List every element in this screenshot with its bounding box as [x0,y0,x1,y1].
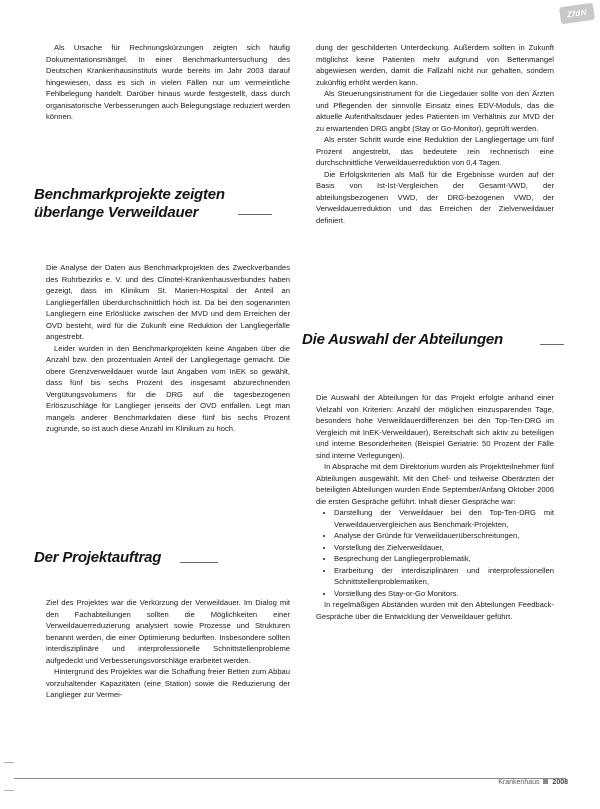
list-item: • Erarbeitung der interdisziplinären und interprofessionellen Schnittstellenproblematiken, [334,565,554,588]
right-column-bottom [316,392,554,622]
heading-rule [180,562,218,563]
paragraph: Als Steuerungsinstrument für die Liegedauer sollte von den Ärzten und Pflegenden der sinnvolle Einsatz eines EDV-Moduls, das die aktuelle Aufenthaltsdauer jedes Patienten im Verhältnis zur MVD der zu erwartenden DRG angibt (Stay or Go-Monitor), geprüft werden. [316,89,554,133]
paragraph: Als erster Schritt wurde eine Reduktion der Langliegertage um fünf Prozent angestrebt, das bedeutete rein rechnerisch eine durchschnittliche Verweildauerreduktion von 0,4 Tagen. [316,135,554,167]
paragraph: Ziel des Projektes war die Verkürzung der Verweildauer. Im Dialog mit den Fachabteilungen sollten die Möglichkeiten einer Verweildauerreduzierung analysiert sowie Prozesse und Strukturen benannt werden, die einer Optimierung bedurften. Insbesondere sollten interdisziplinäre und interprofessionelle Schnittstellenprobleme aufgedeckt und Verbesserungsvorschläge erarbeitet werden. [46,598,290,665]
heading-rule [540,344,564,345]
paragraph: Die Erfolgskriterien als Maß für die Ergebnisse wurden auf der Basis von Ist-Ist-Vergleichen der Gesamt-VWD, der abteilungsbezogenen VWD, der DRG-bezogenen VWD, der Verweildauerreduktion und das Erreichen der Zielverweildauer definiert. [316,169,554,225]
margin-tick [4,790,14,791]
section-heading-auswahl: Die Auswahl der Abteilungen [302,331,504,348]
paragraph: Als Ursache für Rechnungskürzungen zeigten sich häufig Dokumentationsmängel. In einer Benchmarkuntersuchung des Deutschen Krankenhausinstituts wurde bereits im Jahr 2003 darauf hingewiesen, dass es sich in vielen Fällen nur um vermeintliche Fehlbelegung handelt. Darüber hinaus wurde festgestellt, dass durch organisatorische Verbesserungen auch Belegungstage reduziert werden können. [46,43,290,121]
left-column-bottom [46,597,290,701]
page-footer [498,778,568,787]
section-heading-benchmark: Benchmarkprojekte zeigten überlange Verweildauer [34,186,225,221]
left-column-top [46,42,290,123]
paragraph: In regelmäßigen Abständen wurden mit den Abteilungen Feedback-Gespräche über die Entwicklung der Verweildauer geführt. [316,600,554,621]
footer-square-icon [543,779,548,784]
list-item: • Darstellung der Verweildauer bei den Top-Ten-DRG mit Verweildauervergleichen aus Benchmark-Projekten, [334,507,554,530]
paragraph: dung der geschilderten Unterdeckung. Außerdem sollten in Zukunft möglichst keine Patienten mehr aufgrund von Bettenmangel abgewiesen werden, damit die Fallzahl nicht nur gehalten, sondern zukünftig erhöht werden kann. [316,43,554,87]
journal-corner-logo: ZfdN [559,3,595,25]
footer-rule [14,778,566,779]
footer-year: 2008 [552,779,568,786]
journal-name: Krankenhaus [498,779,540,786]
paragraph: Leider wurden in den Benchmarkprojekten keine Angaben über die Anzahl bzw. den prozentualen Anteil der Langliegertage gemacht. Die obere Grenzverweildauer wurde laut Angaben vom InEK so gewählt, dass fünf bis sechs Prozent des insgesamt abzurechnenden Vergütungsvolumens für die DRG auf die tagesbezogenen Erlöszuschläge für Langlieger jenseits der OVD entfallen. Legt man mangels anderer Benchmarkdaten diese fünf bis sechs Prozent zugrunde, so ist auch diese Anzahl im Klinikum zu hoch. [46,343,290,433]
margin-tick [4,762,14,763]
paragraph: Hintergrund des Projektes war die Schaffung freier Betten zum Abbau vorzuhaltender Kapazitäten (eine Station) sowie die Reduzierung der Langlieger zur Vermei- [46,667,290,699]
paragraph: In Absprache mit dem Direktorium wurden als Projektteilnehmer fünf Abteilungen ausgewählt. Mit den Chef- und teilweise Oberärzten der beteiligten Abteilungen wurden Ende September/Anfang Oktober 2006 die ersten Gespräche geführt. Inhalt dieser Gespräche war: [316,462,554,506]
right-column-top [316,42,554,226]
left-column-middle [46,262,290,435]
list-item: • Vorstellung des Stay-or-Go Monitors. [334,588,554,600]
paragraph: Die Analyse der Daten aus Benchmarkprojekten des Zweckverbandes des Ruhrbezirks e. V. und des Clinotel-Krankenhausverbundes haben gezeigt, dass im Klinikum St. Marien-Hospital der Anteil an Langliegerfällen überdurchschnittlich hoch ist. Da bei den sogenannten Langliegern eine Erlöslücke zwischen der MVD und dem Erreichen der OVD besteht, wird für die Zukunft eine Reduktion der Langliegerfälle angestrebt. [46,263,290,341]
list-item: • Vorstellung der Zielverweildauer, [334,542,554,554]
list-item: • Analyse der Gründe für Verweildauerüberschreitungen, [334,530,554,542]
section-heading-projektauftrag: Der Projektauftrag [34,549,162,566]
bullet-list [316,507,554,599]
paragraph: Die Auswahl der Abteilungen für das Projekt erfolgte anhand einer Vielzahl von Kriterien: Anzahl der möglichen einzusparenden Tage, besonders hohe Verweildauerdifferenzen bei den Top-Ten-DRG im Vergleich mit InEK-Verweildauer), Bereitschaft sich aktiv zu beteiligen und interne Besonderheiten (Beispiel Geriatrie: 50 Prozent der Fälle sind interne Verlegungen). [316,393,554,460]
list-item: • Besprechung der Langliegerproblematik, [334,553,554,565]
heading-rule [238,214,272,215]
